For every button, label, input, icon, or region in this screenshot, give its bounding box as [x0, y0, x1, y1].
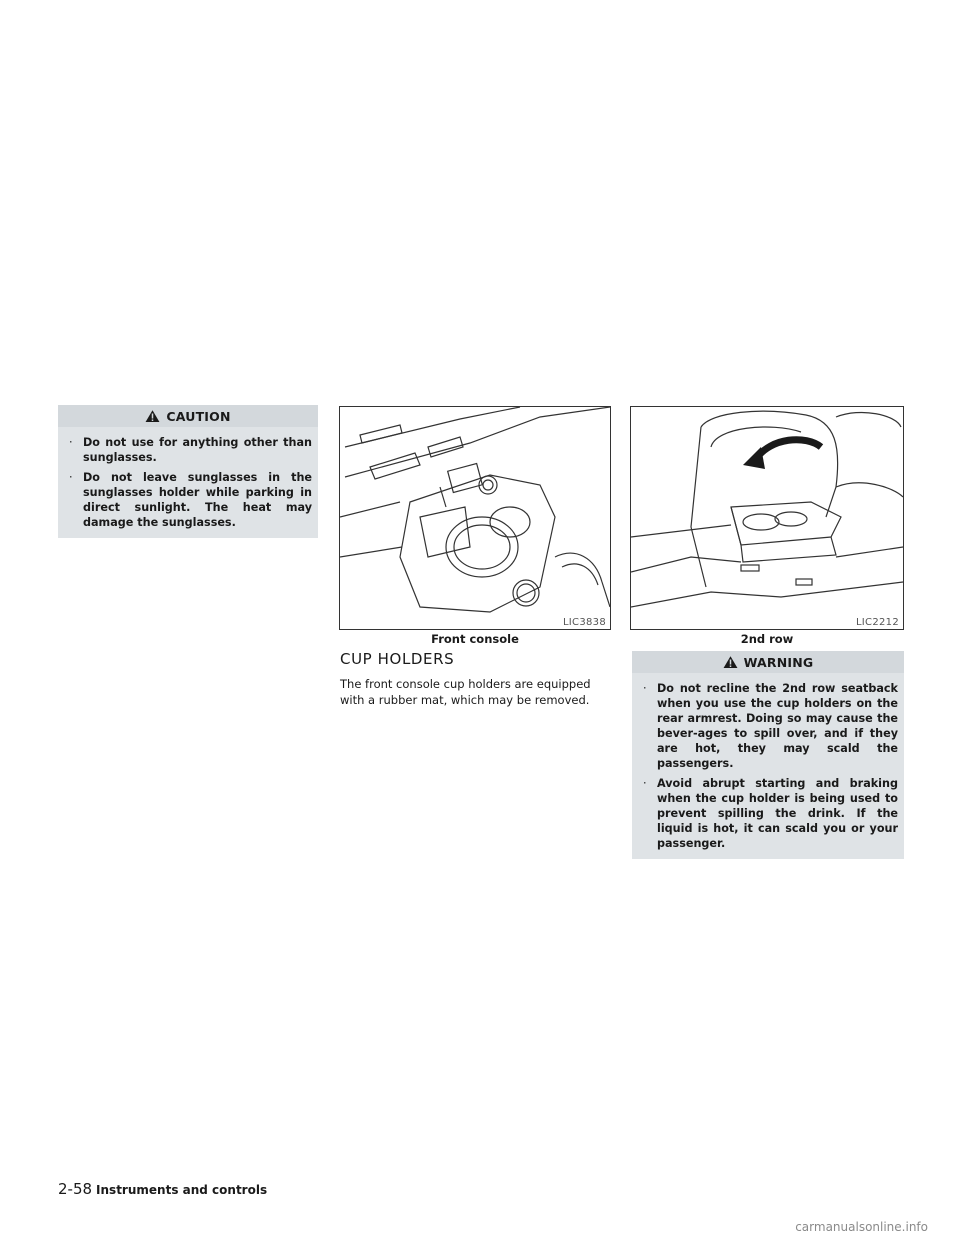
warning-triangle-icon: [145, 409, 160, 423]
figure-code: LIC2212: [855, 617, 899, 628]
caution-item: · Do not leave sunglasses in the sunglasses holder while parking in direct sunlight. The heat may damage the sunglasses.: [69, 471, 312, 529]
watermark: carmanualsonline.info: [795, 1220, 928, 1234]
caution-title: CAUTION: [166, 408, 231, 424]
caution-box: [58, 405, 318, 538]
warning-header: [632, 651, 904, 673]
warning-title: WARNING: [743, 654, 814, 670]
warning-triangle-icon: [723, 655, 738, 669]
footer-section-name: Instruments and controls: [96, 1183, 268, 1197]
figure-caption: 2nd row: [740, 632, 794, 646]
figure-code: LIC3838: [562, 617, 606, 628]
warning-item: · Avoid abrupt starting and braking when the cup holder is being used to prevent spilling the drink. If the liquid is hot, it can scald you or your passenger.: [643, 777, 898, 850]
section-body: The front console cup holders are equipped with a rubber mat, which may be removed.: [340, 677, 591, 707]
warning-list: [632, 673, 904, 859]
figure-caption: Front console: [431, 632, 519, 646]
caution-item: · Do not use for anything other than sunglasses.: [69, 436, 312, 464]
rear-armrest-figure: [630, 406, 904, 630]
front-console-figure: [339, 406, 611, 630]
caution-header: [58, 405, 318, 427]
front-console-illustration: [340, 407, 610, 629]
rear-armrest-illustration: [631, 407, 903, 629]
warning-box: [632, 651, 904, 859]
caution-list: [58, 427, 318, 538]
page-footer: [58, 1180, 267, 1198]
warning-item: · Do not recline the 2nd row seatback when you use the cup holders on the rear armrest. Doing so may cause the bever-ages to spill over, and if they are hot, they may scald the passengers.: [643, 682, 898, 770]
section-title: CUP HOLDERS: [340, 650, 455, 668]
page-number: 2-58: [58, 1180, 93, 1198]
